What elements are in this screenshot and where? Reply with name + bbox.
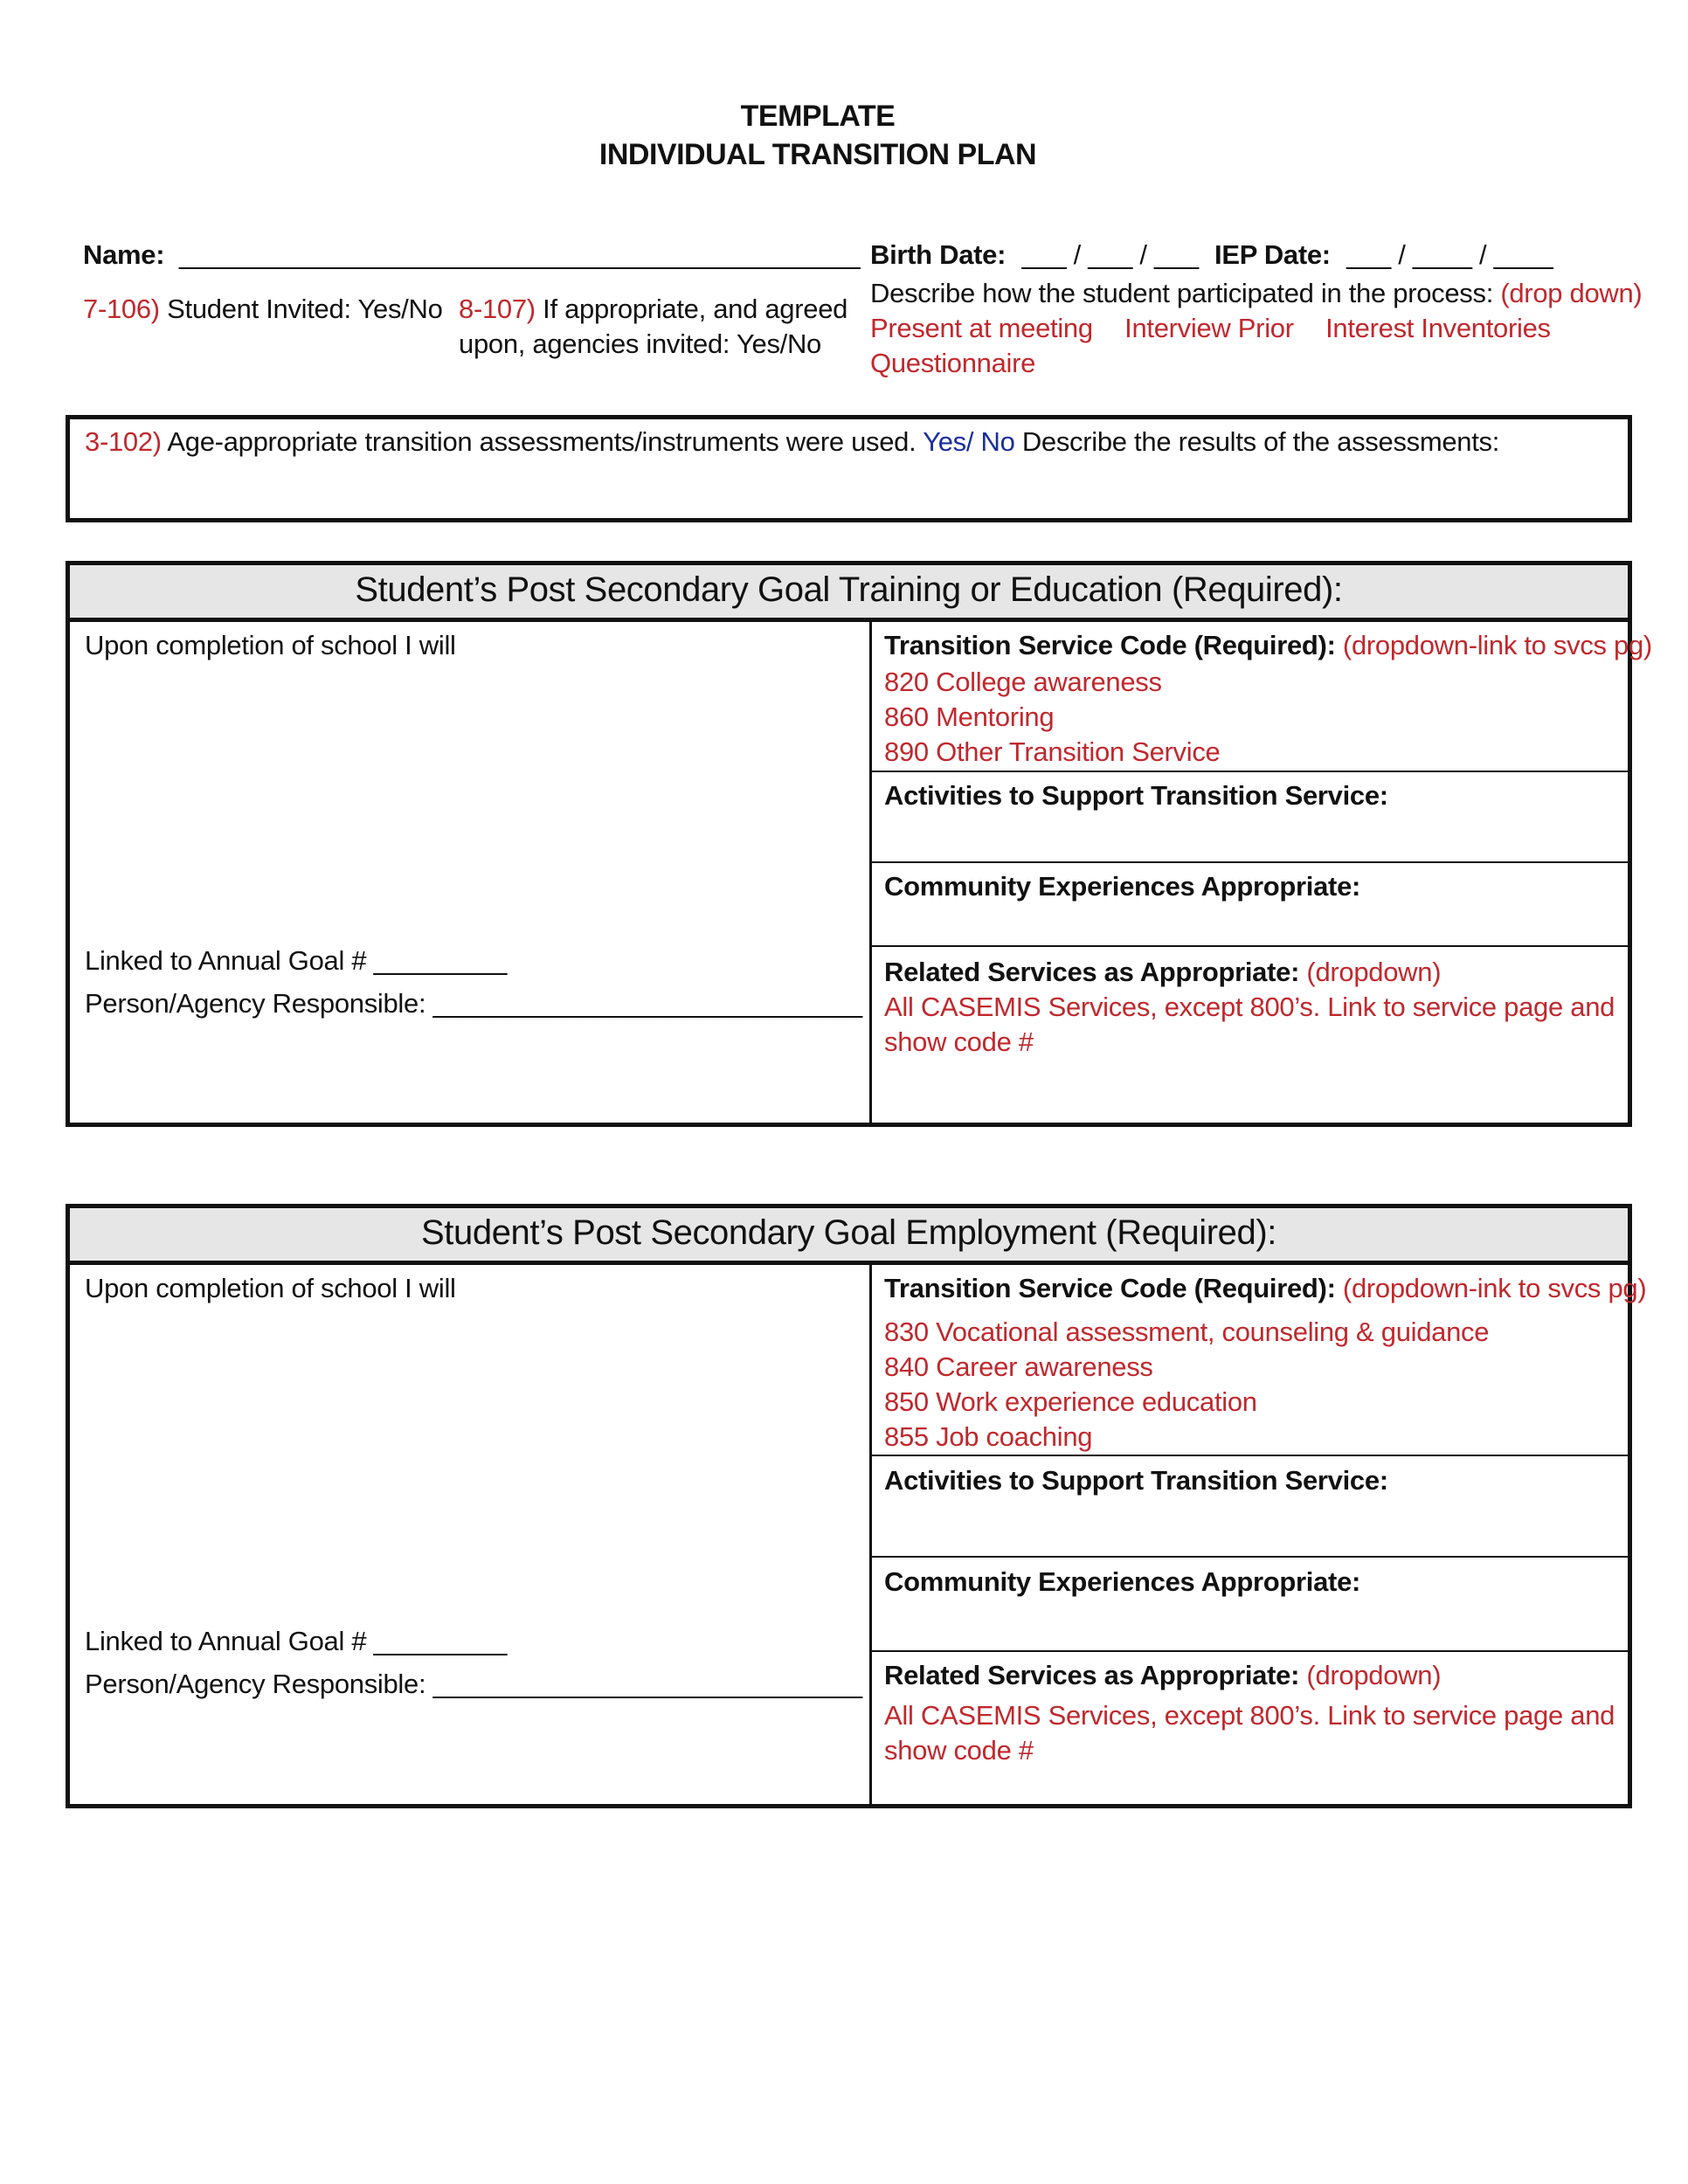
related-services [884, 955, 1615, 990]
birth-date-row [870, 238, 1199, 273]
row-divider [872, 861, 1628, 863]
related-note: All CASEMIS Services, except 800’s. Link to service page and [884, 1700, 1615, 1731]
participation-option[interactable]: Present at meeting [870, 313, 1093, 343]
service-code-option[interactable]: 890 Other Transition Service [884, 736, 1221, 767]
related-dropdown[interactable]: (dropdown) [1306, 1660, 1442, 1690]
participation-options [870, 311, 1551, 346]
linked-annual-goal[interactable]: Linked to Annual Goal # _________ [85, 945, 508, 976]
goal-section-employment [66, 1204, 1647, 1808]
name-field[interactable]: ______________________________________________ [179, 239, 861, 270]
transition-service-code [884, 1271, 1646, 1306]
participation-option[interactable]: Interest Inventories [1325, 313, 1551, 343]
activities-label[interactable]: Activities to Support Transition Service: [884, 780, 1388, 811]
tsc-dropdown[interactable]: (dropdown-ink to svcs pg) [1342, 1273, 1647, 1303]
column-divider [869, 618, 872, 1123]
agencies-invited[interactable] [459, 292, 847, 327]
related-note: show code # [884, 1026, 1034, 1057]
upon-completion-text[interactable]: Upon completion of school I will [85, 630, 456, 660]
participation-option[interactable]: Interview Prior [1124, 313, 1294, 343]
iep-date-field[interactable]: ___ / ____ / ____ [1346, 239, 1553, 270]
birth-date-label: Birth Date: [870, 239, 1007, 270]
related-services [884, 1658, 1615, 1693]
participation-text: Describe how the student participated in the process: [870, 278, 1501, 308]
iep-date-label: IEP Date: [1214, 239, 1331, 270]
assessment-text: Age-appropriate transition assessments/instruments were used. [161, 426, 924, 457]
assessment-yes-no[interactable]: Yes/ No [923, 426, 1015, 457]
community-label[interactable]: Community Experiences Appropriate: [884, 871, 1361, 902]
birth-date-field[interactable]: ___ / ___ / ___ [1021, 239, 1199, 270]
linked-annual-goal[interactable]: Linked to Annual Goal # _________ [85, 1626, 508, 1656]
assessment-describe: Describe the results of the assessments: [1014, 426, 1500, 457]
row-divider [872, 1650, 1628, 1652]
service-code-option[interactable]: 860 Mentoring [884, 702, 1055, 732]
related-note: show code # [884, 1735, 1034, 1766]
related-label: Related Services as Appropriate: [884, 1660, 1307, 1690]
goal-section-education [66, 561, 1652, 1127]
row-divider [872, 945, 1628, 947]
student-invited-code: 7-106) [83, 294, 160, 324]
column-divider [869, 1261, 872, 1804]
assessment-box [66, 415, 1632, 522]
person-agency-responsible[interactable]: Person/Agency Responsible: _____________________________ [85, 1669, 862, 1699]
participation-dropdown[interactable]: (drop down) [1500, 278, 1643, 308]
participation-option[interactable]: Questionnaire [870, 348, 1036, 378]
iep-date-row [1214, 238, 1553, 273]
service-code-option[interactable]: 850 Work experience education [884, 1386, 1257, 1417]
row-divider [872, 1455, 1628, 1456]
person-agency-responsible[interactable]: Person/Agency Responsible: _____________________________ [85, 988, 862, 1019]
service-code-option[interactable]: 840 Career awareness [884, 1351, 1153, 1382]
service-code-option[interactable]: 820 College awareness [884, 667, 1162, 697]
section-banner: Student’s Post Secondary Goal Training or Education (Required): [70, 565, 1628, 622]
related-dropdown[interactable]: (dropdown) [1306, 957, 1442, 987]
assessment-line [85, 425, 1499, 460]
service-code-option[interactable]: 855 Job coaching [884, 1421, 1093, 1452]
tsc-label: Transition Service Code (Required): [884, 1273, 1343, 1303]
activities-label[interactable]: Activities to Support Transition Service: [884, 1465, 1388, 1496]
related-label: Related Services as Appropriate: [884, 957, 1307, 987]
transition-service-code [884, 628, 1652, 663]
document-subtitle: INDIVIDUAL TRANSITION PLAN [598, 138, 1037, 171]
agencies-invited-text-2: upon, agencies invited: Yes/No [459, 328, 821, 359]
document-title: TEMPLATE [740, 100, 896, 133]
upon-completion-text[interactable]: Upon completion of school I will [85, 1273, 456, 1303]
agencies-invited-code: 8-107) [459, 294, 536, 324]
row-divider [872, 1556, 1628, 1558]
row-divider [872, 771, 1628, 772]
agencies-invited-text-1: If appropriate, and agreed [535, 294, 848, 324]
related-note: All CASEMIS Services, except 800’s. Link to service page and [884, 992, 1615, 1022]
tsc-dropdown[interactable]: (dropdown-link to svcs pg) [1342, 630, 1652, 660]
section-banner: Student’s Post Secondary Goal Employment (Required): [70, 1208, 1628, 1265]
assessment-code: 3-102) [85, 426, 162, 457]
service-code-option[interactable]: 830 Vocational assessment, counseling & guidance [884, 1317, 1490, 1347]
community-label[interactable]: Community Experiences Appropriate: [884, 1566, 1361, 1597]
name-label: Name: [83, 239, 165, 270]
student-invited[interactable] [83, 292, 443, 327]
tsc-label: Transition Service Code (Required): [884, 630, 1343, 660]
participation-prompt [870, 276, 1642, 311]
student-invited-text: Student Invited: Yes/No [159, 294, 443, 324]
